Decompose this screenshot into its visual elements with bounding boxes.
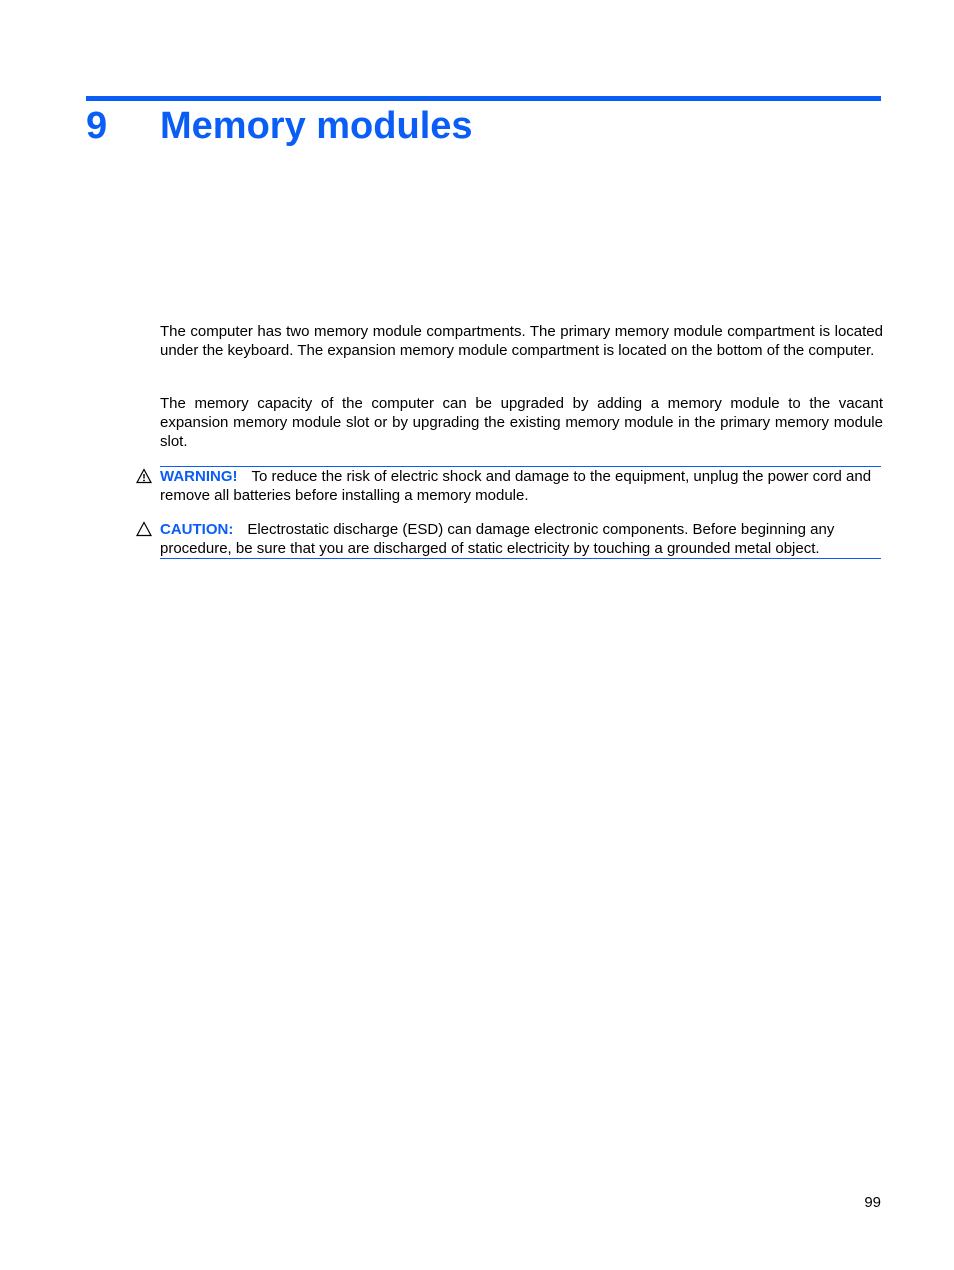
caution-triangle-icon: [136, 521, 152, 537]
caution-text: Electrostatic discharge (ESD) can damage electronic components. Before beginning any procedure, be sure that you are discharged of static electricity by touching a grounded metal object.: [160, 521, 835, 557]
chapter-title: Memory modules: [160, 105, 473, 147]
capacity-paragraph: The memory capacity of the computer can be upgraded by adding a memory module to the vacant expansion memory module slot or by upgrading the existing memory module in the primary memory module slot.: [160, 395, 883, 450]
warning-text: To reduce the risk of electric shock and damage to the equipment, unplug the power cord and remove all batteries before installing a memory module.: [160, 468, 872, 504]
intro-paragraph: The computer has two memory module compartments. The primary memory module compartment is located under the keyboard. The expansion memory module compartment is located on the bottom of the computer.: [160, 323, 883, 359]
warning-notice: [160, 466, 881, 505]
caution-label: CAUTION:: [160, 521, 234, 538]
warning-label: WARNING!: [160, 468, 238, 485]
warning-text-block: [160, 467, 881, 505]
page-number: 99: [864, 1194, 881, 1211]
warning-triangle-icon: [136, 468, 152, 484]
caution-notice: [160, 520, 881, 559]
caution-text-block: [160, 520, 881, 558]
chapter-heading: [86, 101, 881, 151]
chapter-number: 9: [86, 105, 108, 147]
